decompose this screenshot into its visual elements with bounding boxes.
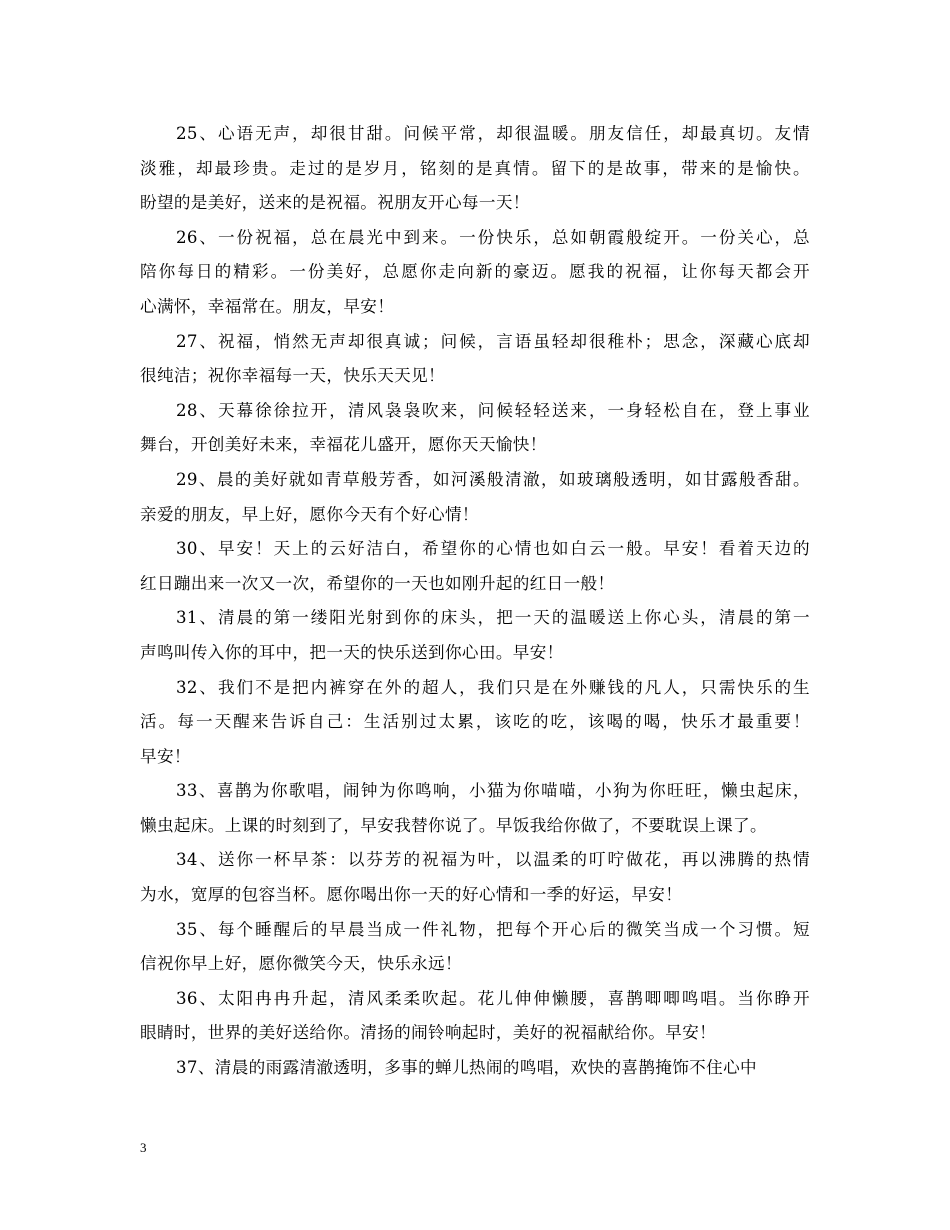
paragraph-line: 35、每个睡醒后的早晨当成一件礼物，把每个开心后的微笑当成一个习惯。短: [176, 919, 810, 939]
paragraph-line: 很纯洁；祝你幸福每一天，快乐天天见！: [140, 366, 445, 386]
paragraph-line: 36、太阳冉冉升起，清风柔柔吹起。花儿伸伸懒腰，喜鹊唧唧鸣唱。当你睁开: [176, 988, 810, 1008]
paragraph: [140, 982, 810, 1051]
paragraph-line: 25、心语无声，却很甘甜。问候平常，却很温暖。朋友信任，却最真切。友情: [176, 124, 810, 143]
paragraph-line: 红日蹦出来一次又一次，希望你的一天也如刚升起的红日一般！: [140, 573, 615, 593]
paragraph-line: 29、晨的美好就如青草般芳香，如河溪般清澈，如玻璃般透明，如甘露般香甜。: [176, 469, 810, 489]
paragraph-line: 声鸣叫传入你的耳中，把一天的快乐送到你心田。早安！: [140, 642, 564, 662]
document-body: [140, 117, 810, 1086]
paragraph: [140, 1051, 810, 1086]
paragraph: [140, 671, 810, 775]
paragraph-line: 陪你每日的精彩。一份美好，总愿你走向新的豪迈。愿我的祝福，让你每天都会开: [140, 262, 810, 282]
paragraph: [140, 601, 810, 670]
paragraph: [140, 532, 810, 601]
paragraph-line: 活。每一天醒来告诉自己：生活别过太累，该吃的吃，该喝的喝，快乐才最重要！: [140, 712, 810, 732]
paragraph-line: 26、一份祝福，总在晨光中到来。一份快乐，总如朝霞般绽开。一份关心，总: [176, 227, 810, 247]
paragraph-line: 33、喜鹊为你歌唱，闹钟为你鸣响，小猫为你喵喵，小狗为你旺旺，懒虫起床，: [176, 781, 810, 801]
paragraph-line: 早安！: [140, 746, 191, 766]
paragraph-line: 舞台，开创美好未来，幸福花儿盛开，愿你天天愉快！: [140, 435, 547, 455]
paragraph-line: 32、我们不是把内裤穿在外的超人，我们只是在外赚钱的凡人，只需快乐的生: [176, 677, 810, 697]
paragraph-line: 心满怀，幸福常在。朋友，早安！: [140, 296, 395, 316]
paragraph-line: 28、天幕徐徐拉开，清风袅袅吹来，问候轻轻送来，一身轻松自在，登上事业: [176, 400, 810, 420]
paragraph-line: 31、清晨的第一缕阳光射到你的床头，把一天的温暖送上你心头，清晨的第一: [176, 608, 810, 628]
paragraph-line: 盼望的是美好，送来的是祝福。祝朋友开心每一天！: [140, 193, 530, 213]
paragraph-line: 信祝你早上好，愿你微笑今天，快乐永远！: [140, 954, 462, 974]
paragraph: [140, 394, 810, 463]
paragraph-line: 27、祝福，悄然无声却很真诚；问候，言语虽轻却很稚朴；思念，深藏心底却: [176, 331, 810, 351]
paragraph: [140, 117, 810, 221]
paragraph-line: 亲爱的朋友，早上好，愿你今天有个好心情！: [140, 504, 479, 524]
paragraph: [140, 463, 810, 532]
page-number: 3: [140, 1140, 147, 1155]
paragraph-line: 懒虫起床。上课的时刻到了，早安我替你说了。早饭我给你做了，不要耽误上课了。: [140, 815, 767, 835]
paragraph-line: 为水，宽厚的包容当杯。愿你喝出你一天的好心情和一季的好运，早安！: [140, 885, 683, 905]
paragraph-line: 37、清晨的雨露清澈透明，多事的蝉儿热闹的鸣唱，欢快的喜鹊掩饰不住心中: [176, 1058, 757, 1078]
paragraph: [140, 843, 810, 912]
paragraph: [140, 774, 810, 843]
paragraph-line: 34、送你一杯早茶：以芬芳的祝福为叶，以温柔的叮咛做花，再以沸腾的热情: [176, 850, 810, 870]
paragraph-line: 淡雅，却最珍贵。走过的是岁月，铭刻的是真情。留下的是故事，带来的是愉快。: [140, 158, 810, 178]
paragraph-line: 30、早安！天上的云好洁白，希望你的心情也如白云一般。早安！看着天边的: [176, 539, 810, 559]
paragraph: [140, 913, 810, 982]
paragraph: [140, 325, 810, 394]
paragraph: [140, 221, 810, 325]
paragraph-line: 眼睛时，世界的美好送给你。清扬的闹铃响起时，美好的祝福献给你。早安！: [140, 1023, 717, 1043]
